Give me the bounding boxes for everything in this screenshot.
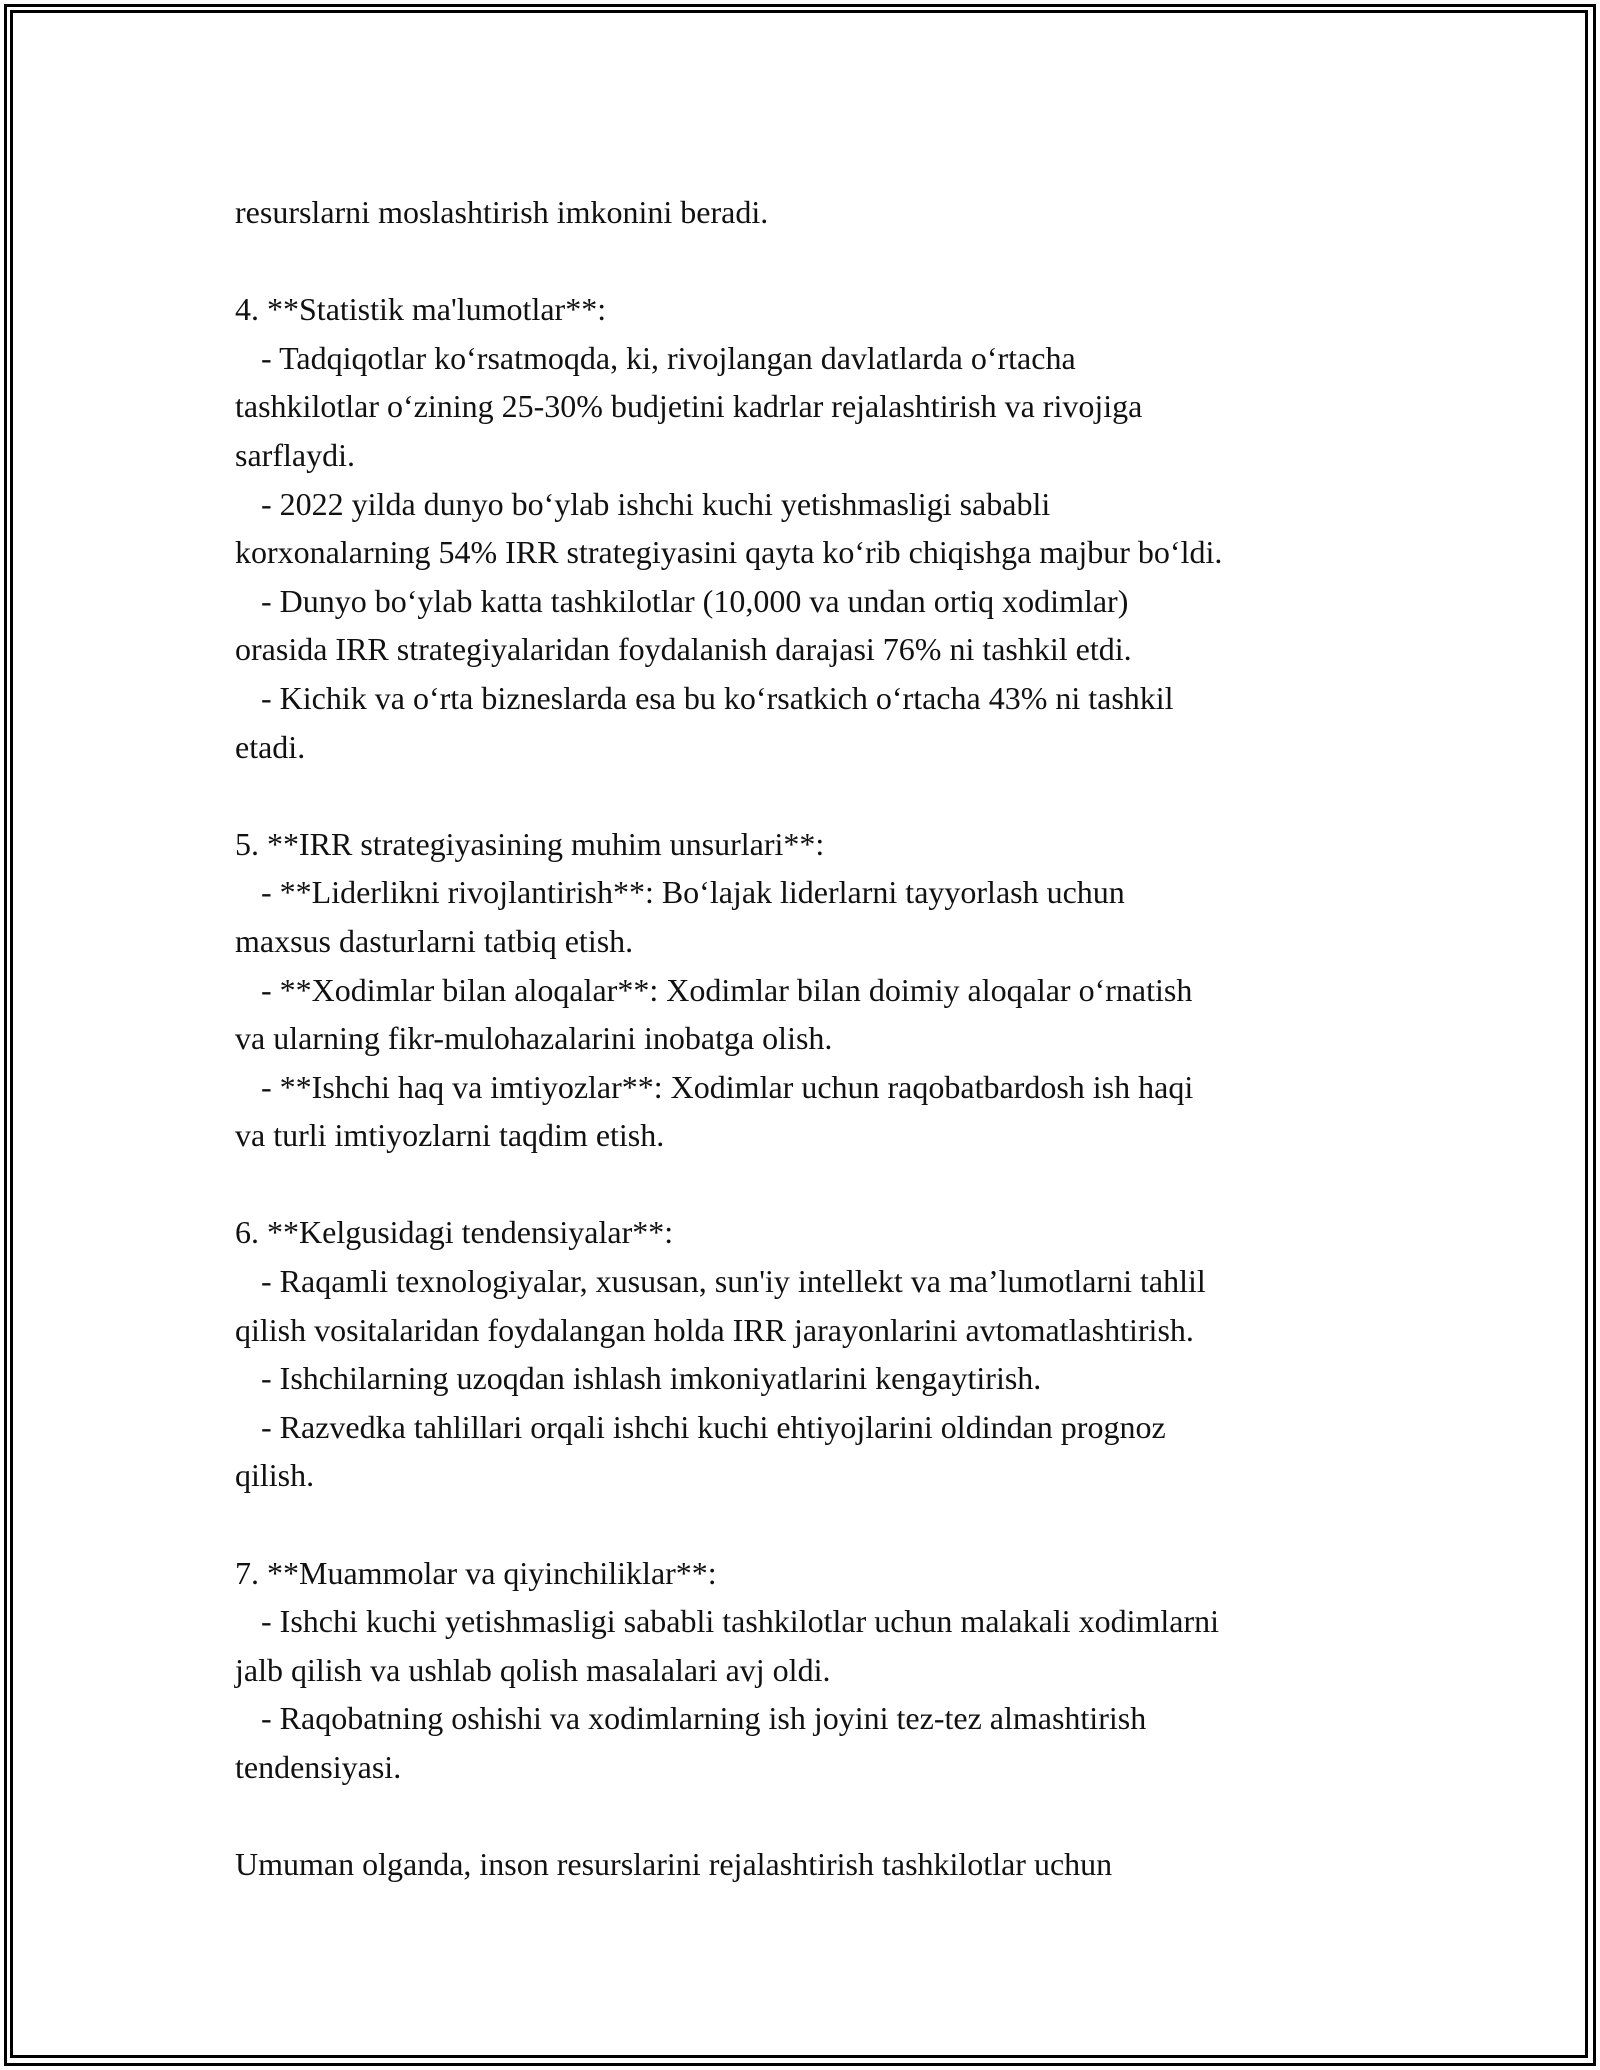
text-line: maxsus dasturlarni tatbiq etish.: [235, 922, 634, 959]
text-line: - Tadqiqotlar ko‘rsatmoqda, ki, rivojlangan davlatlarda o‘rtacha: [261, 339, 1076, 376]
text-line: orasida IRR strategiyalaridan foydalanish darajasi 76% ni tashkil etdi.: [235, 631, 1132, 668]
blank-line: [235, 771, 1415, 820]
text-line: - Dunyo bo‘ylab katta tashkilotlar (10,000 va undan ortiq xodimlar): [261, 582, 1129, 619]
text-line: - Ishchi kuchi yetishmasligi sababli tashkilotlar uchun malakali xodimlarni: [261, 1603, 1220, 1640]
text-line: resurslarni moslashtirish imkonini beradi.: [235, 194, 769, 230]
text-line: 4. **Statistik ma'lumotlar**:: [235, 291, 607, 328]
text-line: 7. **Muammolar va qiyinchiliklar**:: [235, 1554, 717, 1591]
text-line: - **Liderlikni rivojlantirish**: Bo‘lajak liderlarni tayyorlash uchun: [261, 874, 1125, 911]
text-line: tendensiyasi.: [235, 1749, 402, 1785]
text-line: etadi.: [235, 728, 306, 765]
text-line: - Kichik va o‘rta bizneslarda esa bu ko‘rsatkich o‘rtacha 43% ni tashkil: [261, 679, 1174, 716]
text-line: 5. **IRR strategiyasining muhim unsurlari**:: [235, 825, 825, 862]
text-line: qilish vositalaridan foydalangan holda IRR jarayonlarini avtomatlashtirish.: [235, 1311, 1194, 1348]
text-line: va ularning fikr-mulohazalarini inobatga olish.: [235, 1020, 833, 1057]
text-line: - **Xodimlar bilan aloqalar**: Xodimlar bilan doimiy aloqalar o‘rnatish: [261, 971, 1193, 1008]
text-line: qilish.: [235, 1457, 315, 1494]
text-line: - 2022 yilda dunyo bo‘ylab ishchi kuchi yetishmasligi sababli: [261, 485, 1051, 522]
text-line: - Raqamli texnologiyalar, xususan, sun'iy intellekt va ma’lumotlarni tahlil: [261, 1263, 1206, 1300]
text-line: tashkilotlar o‘zining 25-30% budjetini kadrlar rejalashtirish va rivojiga: [235, 388, 1143, 425]
blank-line: [235, 1160, 1415, 1209]
text-line: Umuman olganda, inson resurslarini rejalashtirish tashkilotlar uchun: [235, 1846, 1113, 1883]
text-line: - Raqobatning oshishi va xodimlarning ish joyini tez-tez almashtirish: [261, 1700, 1147, 1737]
document-body: [235, 188, 1415, 1889]
text-line: 6. **Kelgusidagi tendensiyalar**:: [235, 1214, 674, 1251]
text-line: - Ishchilarning uzoqdan ishlash imkoniyatlarini kengaytirish.: [261, 1360, 1042, 1397]
blank-line: [235, 1500, 1415, 1549]
text-line: jalb qilish va ushlab qolish masalalari avj oldi.: [235, 1651, 831, 1688]
text-line: korxonalarning 54% IRR strategiyasini qayta ko‘rib chiqishga majbur bo‘ldi.: [235, 534, 1223, 571]
text-line: - Razvedka tahlillari orqali ishchi kuchi ehtiyojlarini oldindan prognoz: [261, 1408, 1166, 1445]
text-line: sarflaydi.: [235, 436, 355, 473]
text-line: - **Ishchi haq va imtiyozlar**: Xodimlar uchun raqobatbardosh ish haqi: [261, 1068, 1194, 1105]
text-line: va turli imtiyozlarni taqdim etish.: [235, 1117, 665, 1154]
blank-line: [235, 1792, 1415, 1841]
blank-line: [235, 237, 1415, 286]
